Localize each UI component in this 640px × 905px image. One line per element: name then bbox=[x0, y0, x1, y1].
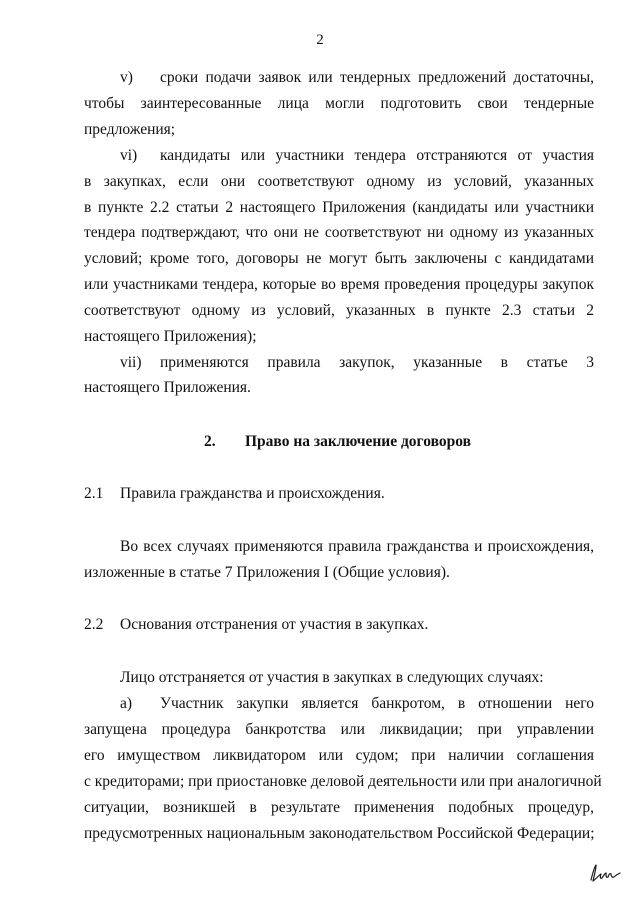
section-2-title: Право на заключение договоров bbox=[245, 433, 471, 450]
item-vi-line-5: условий; кроме того, договоры не могут быть заключены с кандидатами bbox=[84, 250, 594, 267]
page-number: 2 bbox=[316, 32, 324, 48]
item-vi-line-4: тендера подтверждают, что они не соответствуют ни одному из указанных bbox=[84, 224, 594, 241]
subsection-2-1-number: 2.1 bbox=[84, 485, 104, 502]
item-vii-line-2: настоящего Приложения. bbox=[84, 379, 251, 396]
item-vii-line-1: применяются правила закупок, указанные в статье 3 bbox=[160, 354, 594, 371]
item-a-line-3: его имуществом ликвидатором или судом; при наличии соглашения bbox=[84, 747, 594, 764]
item-vi-line-2: в закупках, если они соответствуют одному из условий, указанных bbox=[84, 173, 594, 190]
item-a-line-5: ситуации, возникшей в результате применения подобных процедур, bbox=[84, 799, 594, 816]
item-a-line-1: Участник закупки является банкротом, в отношении него bbox=[160, 695, 594, 712]
item-vi-line-8: настоящего Приложения); bbox=[84, 328, 257, 345]
subsection-2-1-title: Правила гражданства и происхождения. bbox=[120, 485, 385, 502]
item-vi-line-3: в пункте 2.2 статьи 2 настоящего Приложения (кандидаты или участники bbox=[84, 199, 594, 216]
subsection-2-2-number: 2.2 bbox=[84, 616, 104, 633]
handwritten-initials bbox=[588, 862, 622, 884]
subsection-2-1-para-line-2: изложенные в статье 7 Приложения I (Общие условия). bbox=[84, 564, 450, 581]
subsection-2-2-title: Основания отстранения от участия в закупках. bbox=[120, 616, 429, 633]
item-v-line-3: предложения; bbox=[84, 121, 176, 138]
item-a-line-4: с кредиторами; при приостановке деловой деятельности или при аналогичной bbox=[84, 773, 602, 790]
item-v-marker: v) bbox=[120, 69, 133, 86]
subsection-2-2-intro: Лицо отстраняется от участия в закупках в следующих случаях: bbox=[120, 669, 544, 686]
item-vii-marker: vii) bbox=[120, 354, 142, 371]
section-2-number: 2. bbox=[204, 433, 216, 450]
item-vi-line-6: или участниками тендера, которые во время проведения процедуры закупок bbox=[84, 276, 594, 293]
item-vi-marker: vi) bbox=[120, 147, 138, 164]
item-a-line-2: запущена процедура банкротства или ликвидации; при управлении bbox=[84, 721, 594, 738]
subsection-2-1-para-line-1: Во всех случаях применяются правила гражданства и происхождения, bbox=[120, 538, 594, 555]
item-a-line-6: предусмотренных национальным законодательством Российской Федерации; bbox=[84, 825, 595, 842]
item-v-line-2: чтобы заинтересованные лица могли подготовить свои тендерные bbox=[84, 95, 594, 112]
item-v-line-1: сроки подачи заявок или тендерных предложений достаточны, bbox=[160, 69, 594, 86]
item-a-marker: а) bbox=[120, 695, 133, 712]
item-vi-line-1: кандидаты или участники тендера отстраняются от участия bbox=[160, 147, 594, 164]
item-vi-line-7: соответствуют одному из условий, указанных в пункте 2.3 статьи 2 bbox=[84, 302, 594, 319]
